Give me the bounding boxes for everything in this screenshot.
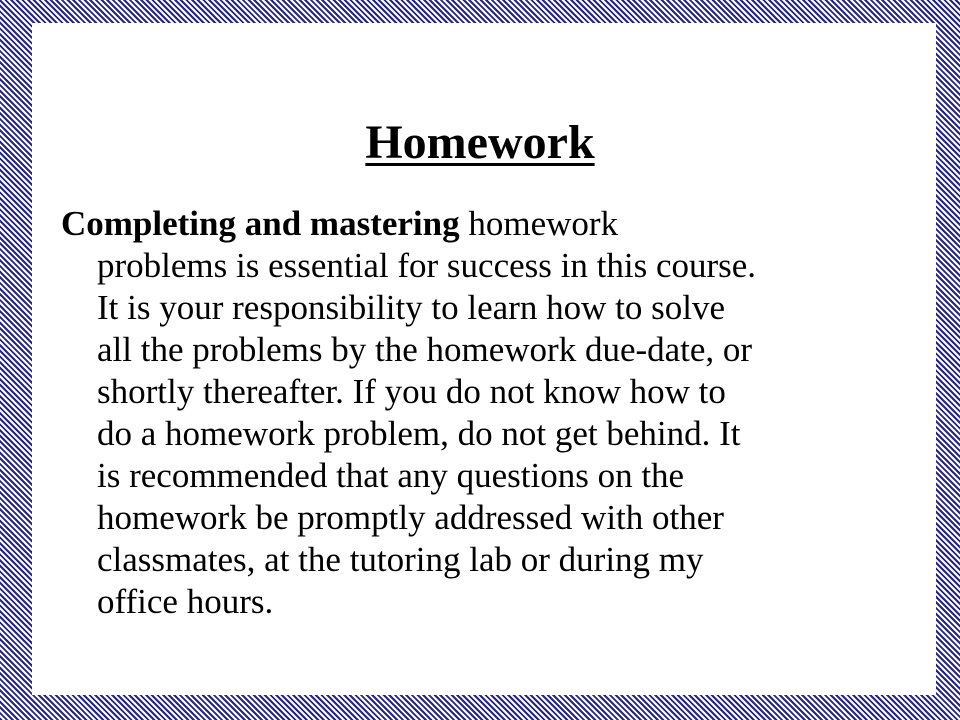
paragraph-line-9: classmates, at the tutoring lab or during my <box>97 540 704 579</box>
homework-paragraph <box>61 203 957 623</box>
slide-title: Homework <box>365 116 595 169</box>
bold-lead-text: Completing and mastering <box>61 204 460 243</box>
paragraph-line-8: homework be promptly addressed with other <box>97 498 724 537</box>
paragraph-line-2: problems is essential for success in this course. <box>97 246 757 285</box>
paragraph-line-5: shortly thereafter. If you do not know how to <box>97 372 726 411</box>
paragraph-line-3: It is your responsibility to learn how to solve <box>97 288 725 327</box>
paragraph-line-7: is recommended that any questions on the <box>97 456 685 495</box>
paragraph-line-4: all the problems by the homework due-date, or <box>97 330 753 369</box>
paragraph-line-6: do a homework problem, do not get behind. It <box>97 414 741 453</box>
paragraph-line-1: homework <box>459 204 619 243</box>
paragraph-line-10: office hours. <box>97 582 274 621</box>
